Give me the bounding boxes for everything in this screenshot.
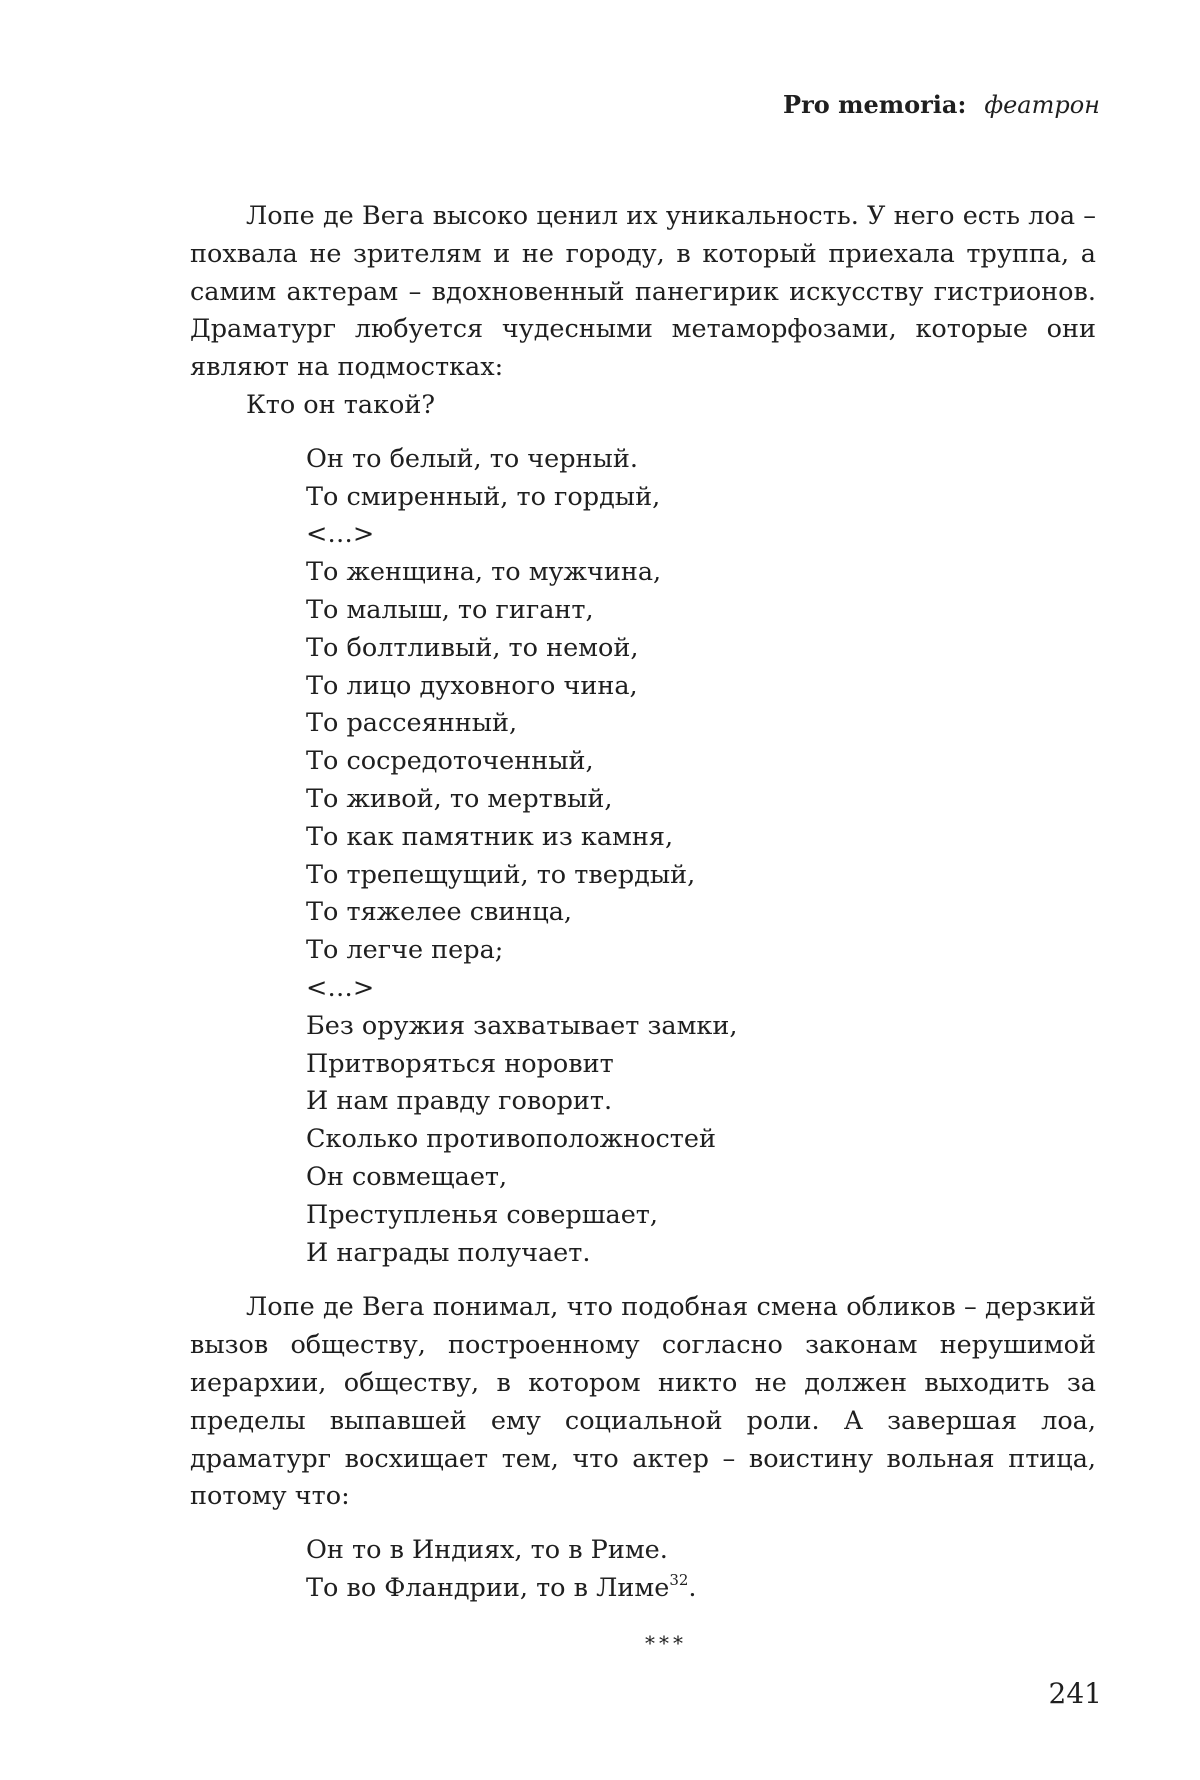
verse-quote-1 xyxy=(306,441,1096,1273)
verse-line-punctuation: . xyxy=(688,1572,697,1603)
verse-line: То лицо духовного чина, xyxy=(306,670,638,701)
verse-line: Без оружия захватывает замки, xyxy=(306,1010,738,1041)
verse-line: Притворяться норовит xyxy=(306,1048,614,1079)
main-text xyxy=(190,198,1096,1662)
running-head xyxy=(783,88,1100,122)
verse-line: То трепещущий, то твердый, xyxy=(306,859,696,890)
verse-line: То малыш, то гигант, xyxy=(306,594,594,625)
verse-line: То рассеянный, xyxy=(306,708,518,739)
verse-line: Он то в Индиях, то в Риме. xyxy=(306,1535,668,1566)
verse-line: То как памятник из камня, xyxy=(306,821,674,852)
verse-line: То тяжелее свинца, xyxy=(306,897,573,928)
running-head-title: Pro memoria: xyxy=(783,90,967,119)
section-break-asterisks: *** xyxy=(645,1630,687,1655)
verse-line-with-footnote xyxy=(306,1570,1096,1608)
paragraph-intro: Лопе де Вега высоко ценил их уникальность. У него есть лоа – похвала не зрителям и не городу, в который приехала труппа, а самим актерам – вдохновенный панегирик искусству гистрионов. Драматург любуется чудесными метаморфозами, которые они являют на подмостках: xyxy=(190,201,1096,383)
paragraph-question: Кто он такой? xyxy=(246,389,436,420)
verse-line: Он то белый, то черный. xyxy=(306,443,638,474)
verse-line: Он совмещает, xyxy=(306,1161,508,1192)
footnote-reference[interactable]: 32 xyxy=(669,1570,689,1589)
verse-line: И нам правду говорит. xyxy=(306,1086,613,1117)
verse-line: Преступленья совершает, xyxy=(306,1199,659,1230)
verse-ellipsis: <…> xyxy=(306,519,375,550)
verse-line: То женщина, то мужчина, xyxy=(306,557,662,588)
verse-line-text: То во Фландрии, то в Лиме xyxy=(306,1572,670,1603)
verse-line: То сосредоточенный, xyxy=(306,746,594,777)
page-number: 241 xyxy=(1048,1677,1102,1710)
verse-ellipsis: <…> xyxy=(306,972,375,1003)
verse-line: То болтливый, то немой, xyxy=(306,632,639,663)
verse-line: То живой, то мертвый, xyxy=(306,783,613,814)
verse-line: То легче пера; xyxy=(306,935,504,966)
verse-quote-2 xyxy=(306,1532,1096,1608)
verse-line: То смиренный, то гордый, xyxy=(306,481,661,512)
running-head-subtitle: феатрон xyxy=(984,91,1100,119)
verse-line: И награды получает. xyxy=(306,1237,591,1268)
verse-line: Сколько противоположностей xyxy=(306,1124,716,1155)
paragraph-conclusion: Лопе де Вега понимал, что подобная смена обликов – дерзкий вызов обществу, построенному согласно законам нерушимой иерархии, обществу, в котором никто не должен выходить за пределы выпавшей ему социальной роли. А завершая лоа, драматург восхищает тем, что актер – воистину вольная птица, потому что: xyxy=(190,1292,1096,1512)
